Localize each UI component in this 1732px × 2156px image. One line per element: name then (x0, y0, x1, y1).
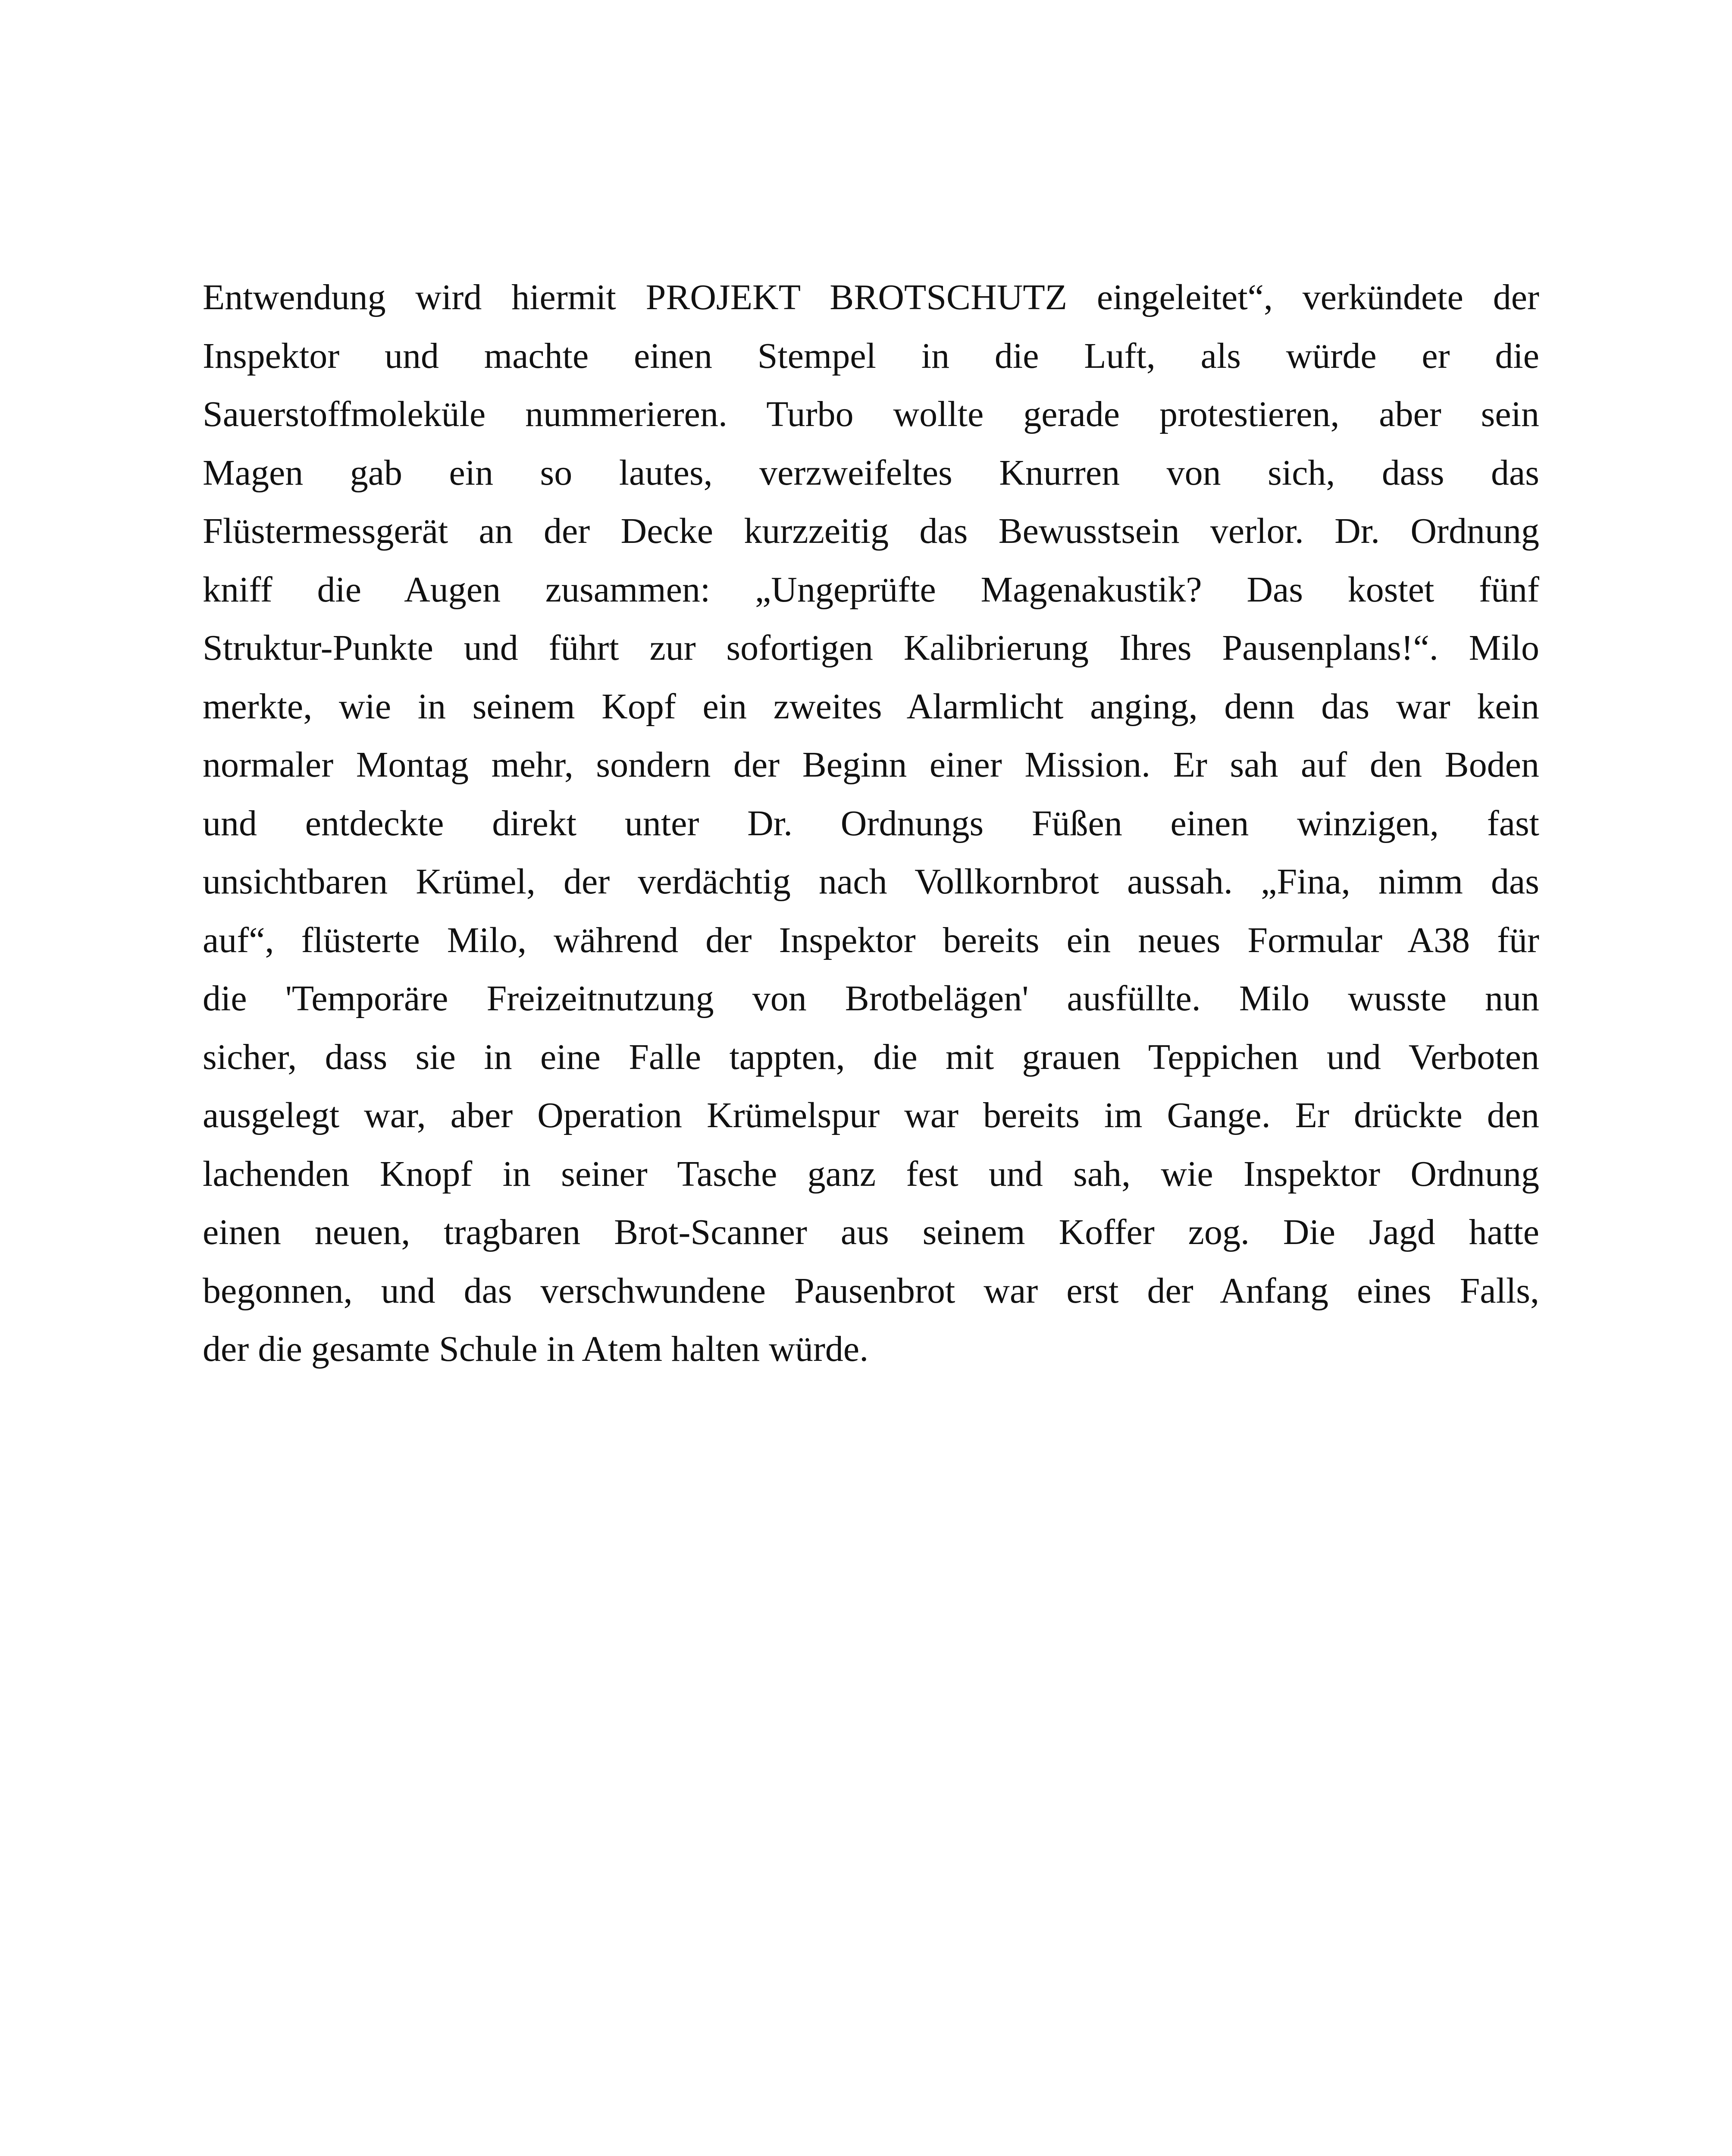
text-line: kniff die Augen zusammen: „Ungeprüfte Magenakustik? Das kostet fünf (203, 569, 1539, 610)
text-line: Magen gab ein so lautes, verzweifeltes Knurren von sich, dass das (203, 452, 1539, 493)
text-line: Entwendung wird hiermit PROJEKT BROTSCHUTZ eingeleitet“, verkündete der (203, 277, 1539, 317)
text-line: einen neuen, tragbaren Brot-Scanner aus seinem Koffer zog. Die Jagd hatte (203, 1212, 1539, 1252)
text-line: die 'Temporäre Freizeitnutzung von Brotbelägen' ausfüllte. Milo wusste nun (203, 978, 1539, 1018)
text-line: merkte, wie in seinem Kopf ein zweites Alarmlicht anging, denn das war kein (203, 686, 1539, 727)
text-line: Flüstermessgerät an der Decke kurzzeitig das Bewusstsein verlor. Dr. Ordnung (203, 511, 1539, 551)
text-line: unsichtbaren Krümel, der verdächtig nach Vollkornbrot aussah. „Fina, nimm das (203, 862, 1539, 902)
text-line: der die gesamte Schule in Atem halten würde. (203, 1329, 869, 1369)
text-line: auf“, flüsterte Milo, während der Inspektor bereits ein neues Formular A38 für (203, 920, 1539, 960)
text-line: Sauerstoffmoleküle nummerieren. Turbo wollte gerade protestieren, aber sein (203, 394, 1539, 434)
text-line: sicher, dass sie in eine Falle tappten, die mit grauen Teppichen und Verboten (203, 1037, 1539, 1077)
text-line: und entdeckte direkt unter Dr. Ordnungs Füßen einen winzigen, fast (203, 803, 1539, 843)
text-line: begonnen, und das verschwundene Pausenbrot war erst der Anfang eines Falls, (203, 1270, 1539, 1311)
text-line: ausgelegt war, aber Operation Krümelspur war bereits im Gange. Er drückte den (203, 1095, 1539, 1135)
body-paragraph (203, 268, 1539, 1379)
text-line: Inspektor und machte einen Stempel in die Luft, als würde er die (203, 335, 1539, 376)
text-line: normaler Montag mehr, sondern der Beginn einer Mission. Er sah auf den Boden (203, 745, 1539, 785)
text-line: lachenden Knopf in seiner Tasche ganz fest und sah, wie Inspektor Ordnung (203, 1153, 1539, 1194)
text-line: Struktur-Punkte und führt zur sofortigen Kalibrierung Ihres Pausenplans!“. Milo (203, 628, 1539, 668)
